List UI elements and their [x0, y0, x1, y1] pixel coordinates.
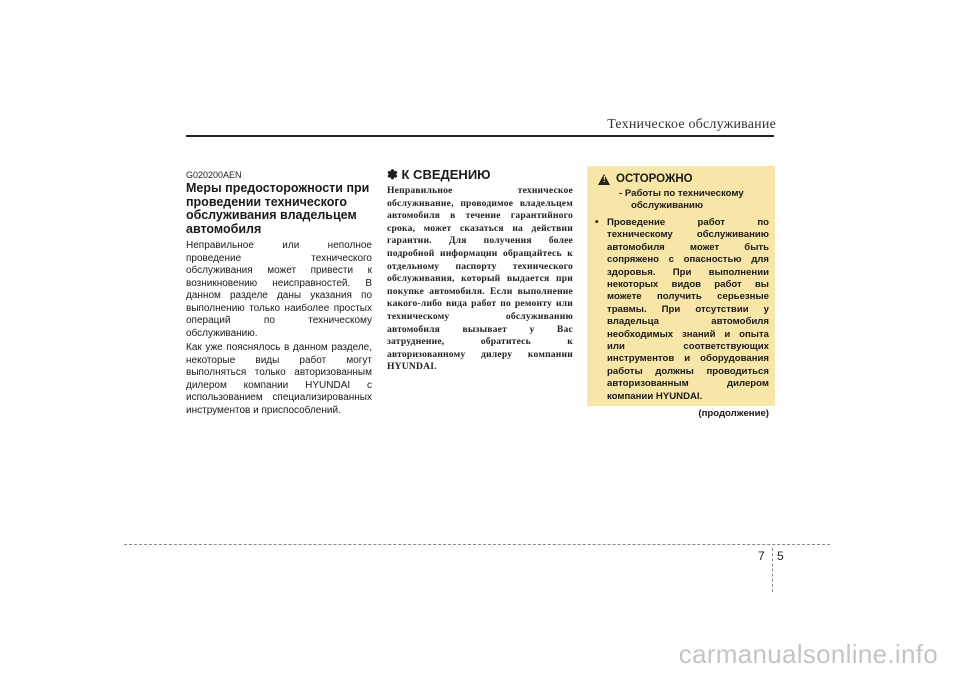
paragraph: Как уже пояснялось в данном разделе, некоторые виды работ могут выполняться только авторизованным дилером компании HYUNDAI с использованием специализированных инструментов и приспособлений. — [186, 342, 372, 416]
warning-header — [595, 173, 769, 185]
warning-body — [595, 217, 769, 403]
section-title: Меры предосторожности при проведении технического обслуживания владельцем автомобиля — [186, 181, 370, 236]
header-title: Техническое обслуживание — [607, 117, 776, 132]
watermark: carmanualsonline.info — [678, 639, 938, 669]
information-heading: ✽ К СВЕДЕНИЮ — [387, 167, 491, 182]
warning-box — [587, 166, 775, 420]
page-divider — [772, 548, 773, 592]
bullet-icon: • — [595, 217, 599, 228]
footer-rule — [124, 544, 830, 545]
paragraph: Неправильное или неполное проведение технического обслуживания может привести к возникновению неисправностей. В данном разделе даны указания по выполнению только наиболее простых операций по техническому обслуживанию. — [186, 240, 372, 339]
warning-triangle-icon: ! — [598, 174, 610, 185]
warning-text: Проведение работ по техническому обслуживанию автомобиля может быть сопряжено с опасностью для здоровья. При выполнении некоторых видов работ вы можете получить серьезные травмы. При отсутствии у владельца автомобиля необходимых знаний и опыта или соответствующих инструментов и оборудования работы должны проводиться авторизованным дилером компании HYUNDAI. — [607, 217, 769, 402]
maintenance-precautions-section — [186, 170, 372, 419]
warning-subtitle-continued: обслуживанию — [631, 200, 704, 211]
header-rule — [186, 135, 774, 137]
continued-label: (продолжение) — [698, 408, 769, 420]
section-code: G020200AEN — [186, 170, 242, 180]
page-number: 5 — [777, 549, 784, 563]
chapter-number: 7 — [758, 549, 765, 563]
information-text: Неправильное техническое обслуживание, проводимое владельцем автомобиля в течение гарантийного срока, может сказаться на действии гарантии. Для получения более подробной информации обращайтесь к отдельному паспорту технического обслуживания, который выдается при покупке автомобиля. Если выполнение какого-либо вида работ по ремонту или техническому обслуживанию автомобиля вызывает у Вас затруднение, обратитесь к авторизованному дилеру компании HYUNDAI. — [387, 185, 573, 373]
warning-heading: ОСТОРОЖНО — [616, 173, 693, 185]
information-section — [387, 167, 573, 374]
warning-subtitle: - Работы по техническому — [619, 188, 744, 199]
